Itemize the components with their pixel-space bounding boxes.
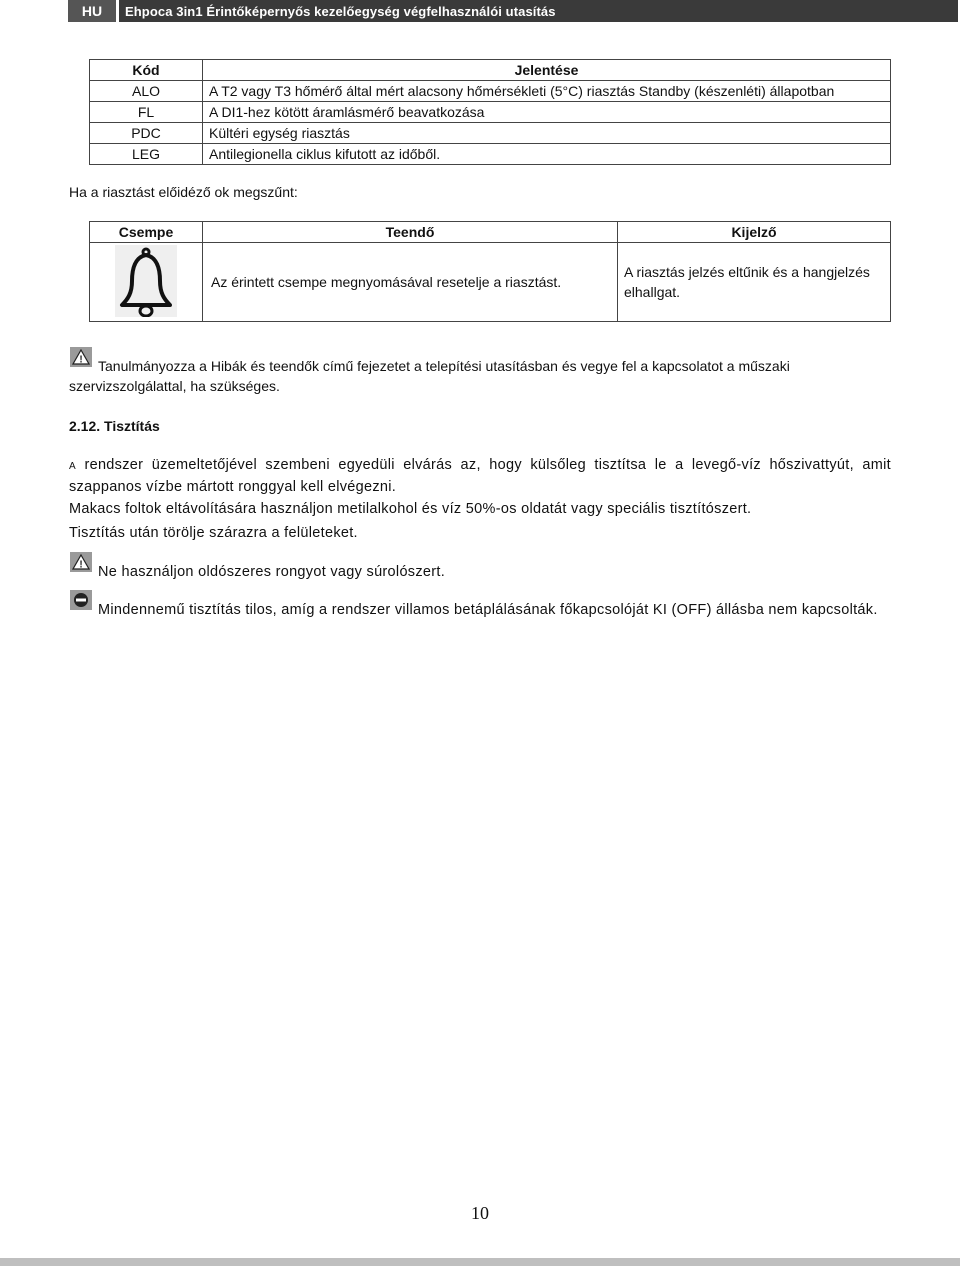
- alarm-meaning: A T2 vagy T3 hőmérő által mért alacsony hőmérsékleti (5°C) riasztás Standby (készenléti) állapotban: [203, 81, 891, 102]
- cleaning-paragraph-3: Tisztítás után törölje szárazra a felületeket.: [69, 525, 358, 541]
- page-number: 10: [471, 1203, 489, 1223]
- column-header-meaning: Jelentése: [203, 60, 891, 81]
- power-off-prohibition: Mindennemű tisztítás tilos, amíg a rendszer villamos betáplálásának főkapcsolóját KI (OFF) állásba nem kapcsolták.: [98, 602, 878, 618]
- alarm-reset-table: [89, 221, 891, 322]
- warning-triangle-icon: [70, 552, 92, 572]
- table-header-row: [90, 60, 891, 81]
- no-entry-icon: [70, 590, 92, 610]
- column-header-action: Teendő: [203, 222, 618, 243]
- column-header-code: Kód: [90, 60, 203, 81]
- footer-bar: [0, 1258, 960, 1266]
- cleaning-paragraph-1: [69, 455, 891, 497]
- alarm-meaning: A DI1-hez kötött áramlásmérő beavatkozása: [203, 102, 891, 123]
- table-row: [90, 243, 891, 322]
- section-heading: 2.12. Tisztítás: [69, 418, 160, 434]
- warning-note: Tanulmányozza a Hibák és teendők című fejezetet a telepítési utasításban és vegye fel a kapcsolatot a műszaki szervizszolgálattal, ha szükséges.: [69, 358, 790, 394]
- alarm-meaning: Kültéri egység riasztás: [203, 123, 891, 144]
- dropcap-letter: A: [69, 461, 76, 472]
- tile-cell: [90, 243, 203, 322]
- column-header-display: Kijelző: [618, 222, 891, 243]
- alarm-code: LEG: [90, 144, 203, 165]
- header-bar: [68, 0, 958, 22]
- alarm-code: FL: [90, 102, 203, 123]
- document-title: Ehpoca 3in1 Érintőképernyős kezelőegység végfelhasználói utasítás: [125, 3, 556, 19]
- alarm-code: ALO: [90, 81, 203, 102]
- table-header-row: [90, 222, 891, 243]
- paragraph-text: rendszer üzemeltetőjével szembeni egyedüli elvárás az, hogy külsőleg tisztítsa le a levegő-víz hőszivattyút, amit szappanos vízbe mártott ronggyal kell elvégezni.: [69, 457, 891, 495]
- alarm-meaning: Antilegionella ciklus kifutott az időből.: [203, 144, 891, 165]
- intro-text: Ha a riasztást előidéző ok megszűnt:: [69, 184, 298, 200]
- table-row: [90, 144, 891, 165]
- display-cell: A riasztás jelzés eltűnik és a hangjelzés elhallgat.: [618, 243, 891, 322]
- solvent-warning: Ne használjon oldószeres rongyot vagy súrolószert.: [98, 564, 446, 580]
- svg-text:!: !: [79, 559, 83, 570]
- alarm-code-table: [89, 59, 891, 165]
- alarm-code: PDC: [90, 123, 203, 144]
- table-row: [90, 123, 891, 144]
- svg-text:!: !: [79, 354, 83, 365]
- language-badge: HU: [68, 0, 119, 22]
- cleaning-paragraph-2: Makacs foltok eltávolítására használjon metilalkohol és víz 50%-os oldatát vagy speciális tisztítószert.: [69, 501, 752, 517]
- column-header-tile: Csempe: [90, 222, 203, 243]
- table-row: [90, 102, 891, 123]
- bell-icon: [115, 245, 177, 317]
- table-row: [90, 81, 891, 102]
- action-cell: Az érintett csempe megnyomásával resetelje a riasztást.: [203, 243, 618, 322]
